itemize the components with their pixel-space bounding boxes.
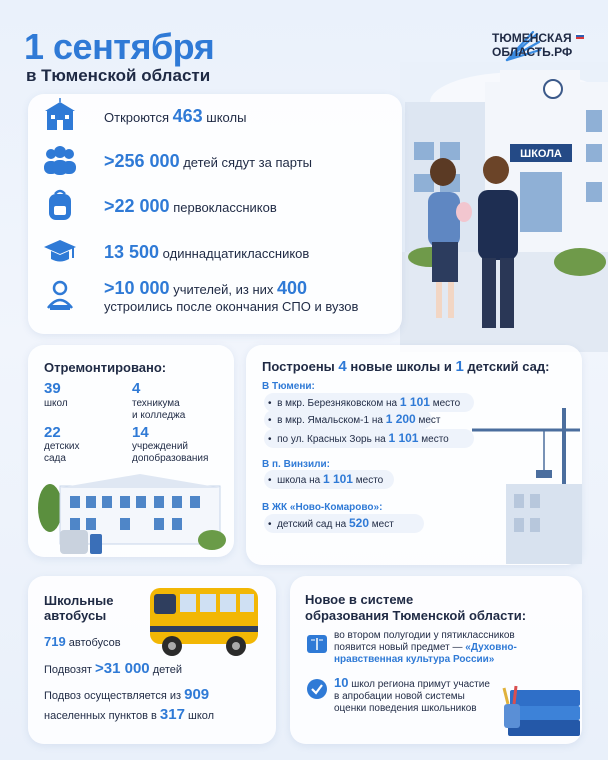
new-subject-text: во втором полугодии у пятиклассников появится новый предмет — «Духовно- нравственная культура России» — [334, 630, 517, 665]
repaired-label-schools: школ — [44, 398, 68, 409]
stat-row-children: >256 000 детей сядут за парты — [42, 143, 402, 179]
stat-row-graduates: 13 500 одиннадцатиклассников — [42, 234, 402, 270]
school-illustration — [400, 62, 608, 352]
repaired-label-colleges: техникума и колледжа — [132, 398, 186, 421]
stat-row-firstgraders: >22 000 первоклассников — [42, 188, 402, 224]
flag-icon — [576, 33, 584, 39]
new-in-system-heading: Новое в системе образования Тюменской области: — [305, 592, 527, 623]
built-city-novokomarovo: В ЖК «Ново-Комарово»: — [262, 502, 383, 513]
built-city-vinzili: В п. Винзили: — [262, 459, 330, 470]
buses-schools: населенных пунктов в 317 школ — [44, 706, 215, 723]
built-item: • в мкр. Ямальском-1 на 1 200 мест — [268, 412, 441, 426]
repaired-heading: Отремонтировано: — [44, 360, 167, 375]
stat-row-schools: Откроются 463 школы — [42, 98, 402, 134]
people-icon — [42, 143, 78, 177]
graduation-cap-icon — [42, 234, 78, 268]
built-heading: Построены 4 новые школы и 1 детский сад: — [262, 358, 550, 375]
logo-text: ТЮМЕНСКАЯ ОБЛАСТЬ.РФ — [492, 31, 573, 59]
repaired-label-kindergartens: детских сада — [44, 441, 80, 464]
stat-row-teachers: >10 000 учителей, из них 400 устроились после окончания СПО и вузов — [42, 278, 402, 324]
page-subtitle: в Тюменской области — [26, 66, 211, 85]
backpack-icon — [42, 188, 78, 222]
buses-settlements: Подвоз осуществляется из 909 — [44, 686, 210, 703]
built-item: • школа на 1 101 место — [268, 472, 384, 486]
repaired-num-kindergartens: 22 — [44, 424, 61, 441]
repaired-label-extra-edu: учреждений допобразования — [132, 441, 209, 464]
construction-crane-illustration — [460, 404, 582, 564]
repaired-num-colleges: 4 — [132, 380, 141, 397]
built-item: • по ул. Красных Зорь на 1 101 место — [268, 431, 449, 445]
repaired-building-illustration — [30, 468, 232, 556]
school-bus-illustration — [146, 582, 262, 662]
built-city-tyumen: В Тюмени: — [262, 381, 315, 392]
school-building-icon — [42, 98, 78, 132]
built-item: • в мкр. Березняковском на 1 101 место — [268, 395, 461, 409]
buses-count: 719 автобусов — [44, 634, 121, 649]
built-item: • детский сад на 520 мест — [268, 516, 394, 530]
page-title: 1 сентября — [24, 26, 215, 67]
books-pencils-illustration — [500, 660, 582, 742]
check-circle-icon — [306, 678, 328, 700]
buses-heading: Школьные автобусы — [44, 593, 114, 623]
book-icon — [306, 634, 328, 654]
buses-children: Подвозят >31 000 детей — [44, 660, 183, 677]
repaired-num-schools: 39 — [44, 380, 61, 397]
teacher-icon — [42, 278, 78, 312]
repaired-num-extra-edu: 14 — [132, 424, 149, 441]
behavior-system-text: 10 школ региона примут участие в апробации новой системы оценки поведения школьников — [334, 675, 490, 714]
school-sign: ШКОЛА — [520, 148, 562, 160]
